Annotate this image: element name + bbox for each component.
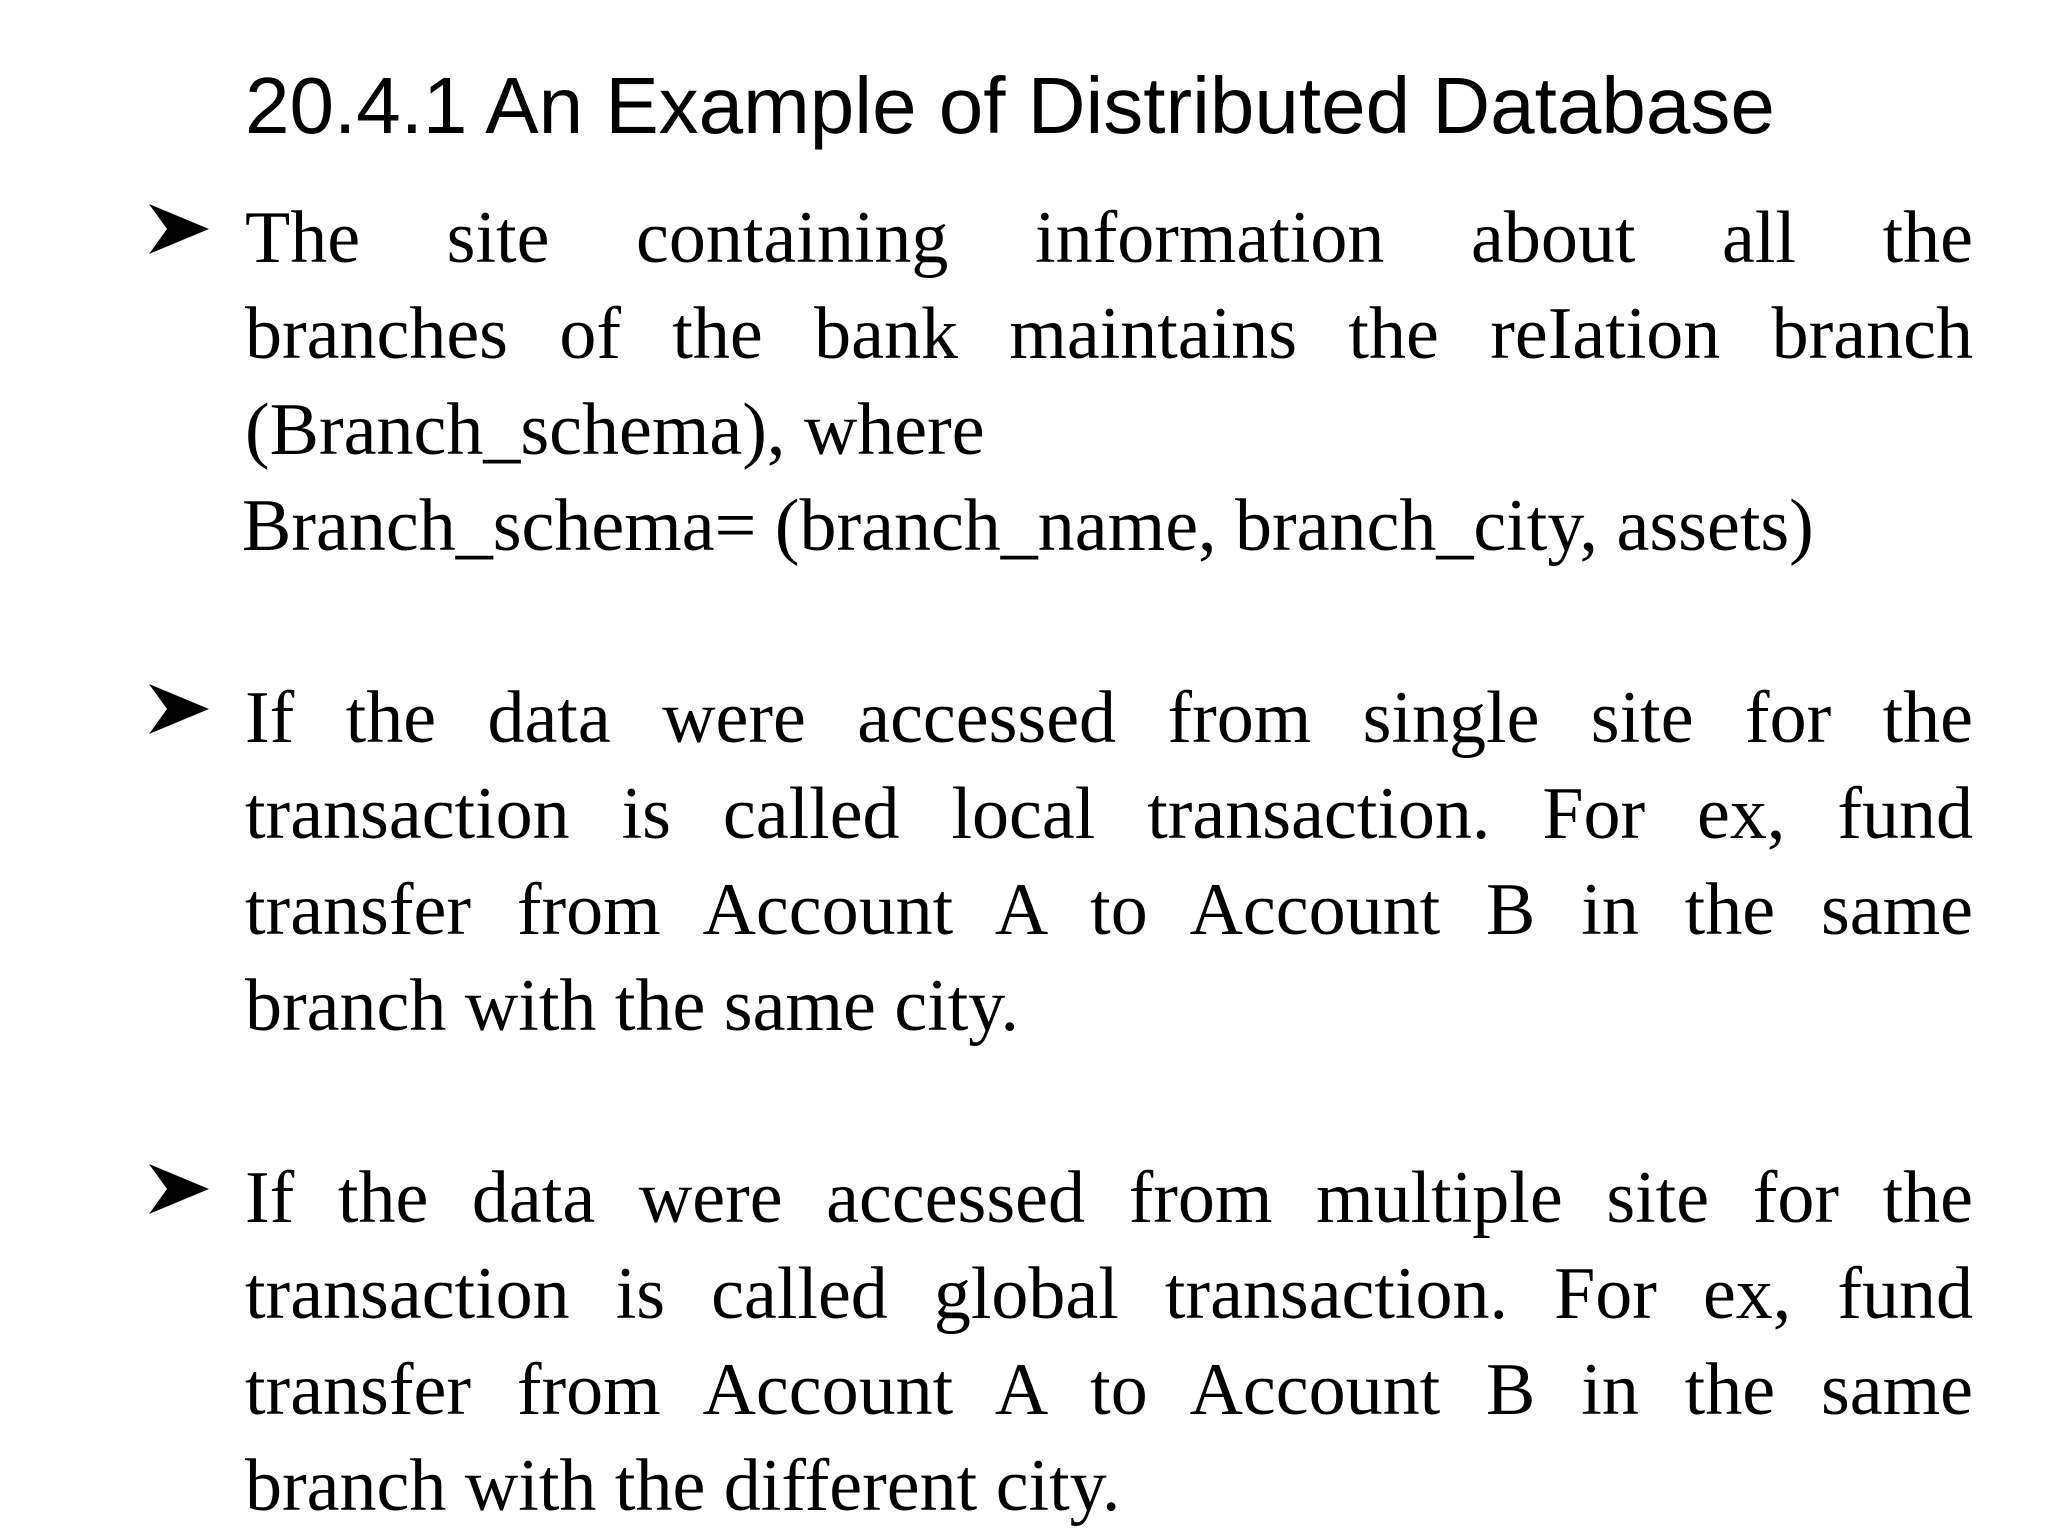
bullet-text [245,670,1973,1054]
bullet-line: (Branch_schema), where [245,389,985,471]
bullet-line: transfer from Account A to Account B in the same [245,869,1973,951]
bullet-item [145,1150,1973,1534]
bullet-line: If the data were accessed from multiple site for the [245,1157,1973,1239]
bullet-line: transfer from Account A to Account B in the same [245,1349,1973,1431]
bullet-item [145,190,1973,574]
bullet-line: If the data were accessed from single site for the [245,677,1973,759]
bullet-text [242,190,1973,574]
bullet-line: branch with the same city. [245,965,1020,1047]
slide-title: 20.4.1 An Example of Distributed Database [245,61,1775,150]
arrowhead-bullet-icon [145,680,213,738]
bullet-line: branch with the different city. [245,1445,1121,1527]
arrowhead-bullet-icon [145,200,213,258]
bullet-line: transaction is called global transaction. For ex, fund [245,1253,1973,1335]
bullet-item [145,670,1973,1054]
bullet-line: transaction is called local transaction. For ex, fund [245,773,1973,855]
bullet-line: The site containing information about all the [245,197,1973,279]
bullet-line: branches of the bank maintains the reIation branch [245,293,1973,375]
schema-definition: Branch_schema= (branch_name, branch_city, assets) [242,485,1814,567]
arrowhead-bullet-icon [145,1160,213,1218]
bullet-text [245,1150,1973,1534]
